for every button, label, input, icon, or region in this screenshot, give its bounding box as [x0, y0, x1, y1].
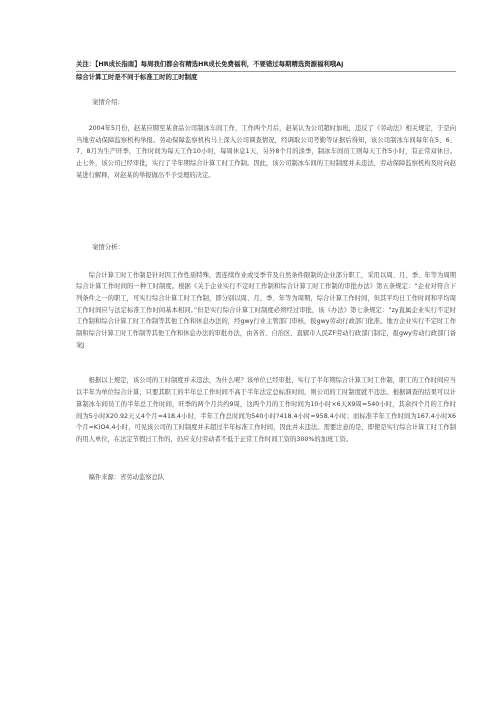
analysis-label: 案情分析：	[92, 242, 124, 251]
source-line: 稿件来源：省劳动监察总队	[88, 473, 165, 481]
intro-label: 案情介绍：	[92, 98, 124, 106]
analysis-paragraph-2: 根据以上规定，该公司的工时制度并未违法，为什么呢？该单位已经审批，实行了半年期综合计算工时工作制，职工的工作时间应当以半年为单位综合计算，只要其职工的半年总工作时间不高于半年法定总标准时间，则公司的工时制度就不违法。根据调查的结果可以计算制冰车间员工的半年总工作时间，旺季的两个月共约9周，这两个月的工作时间为10小时×6天X9周=540小时，其余四个月的工作时间为5小时X20.92天乂4个月=418.4小时，半年工作总时间为540小时?418.4小时=958.4小时；而标准半年工作时间为167.4小时X6个月=K)O4.4小时，可见该公司的工时制度并未超过半年标准工作时间，因此并未违法。需要注意的是，即使是实行综合计算工时工作制的用人单位，在法定节假日工作的，仍应支付劳动者不低于正常工作时间工资的300%的加班工资。	[76, 377, 456, 443]
analysis-paragraph-1: 综合计算工时工作制是针对因工作性质特殊，需连续作业或受季节及自然条件限制的企业部分职工，采用以周、月、季、年等为周期综合计算工作时间的一种工时制度。根据《关于企业实行不定时工作制和综合计算工时工作制的审批办法》第五条规定：“企业对符合下列条件之一的职工，可实行综合计算工时工作制，即分别以周、月、季、年等为周期，综合计算工作时间，但其平均日工作时间和平均周工作时间应与法定标准工作时间基本相同。”但是实行综合计算工时制度必须经过审批，该《办法》第七条规定：“zy直属企业实行不定时工作制和综合计算工时工作制等其他工作和休息办法的，经gwy行业主管部门审核，报gwy劳动行政部门批准。地方企业实行不定时工作制和综合计算工时工作制等其他工作和休息办法的审批办法，由各省、自治区、直辖市人民ZF劳动行政部门制定，报gwy劳动行政部门备案J	[76, 271, 456, 349]
intro-paragraph: 2004年5月份，赵某应聘至某食品公司制冰车间工作，工作两个月后，赵某认为公司超时加班，违反了《劳动法》相关规定，于是向当地劳动保障监察机构举报。劳动保障监察机构马上深入公司调查情况，经调取公司考勤等证据后得知，该公司制冰车间每年在5、6、7、8月为生产旺季，工作时间为每天工作10小时，每周休息1天，另外8个月的淡季，制冰车间员工则每天工作5小时，有正常双休日。止七外，该公司已经审批，实行了半年期综合计算工时工作制。因此，该公司制冰车间的工时制度并未违法，劳动保障监察机构及时向赵某进行解释，对赵某的举报做出不予受理的决定。	[76, 125, 456, 179]
document-title: 综合计算工时是不同于标准工时的工时制度	[76, 73, 198, 81]
notice-line: 关注：【HR成长指南】每周我们都会有精选HR成长免费福利，不要错过每期精选资源福利哦Aj	[76, 59, 456, 72]
